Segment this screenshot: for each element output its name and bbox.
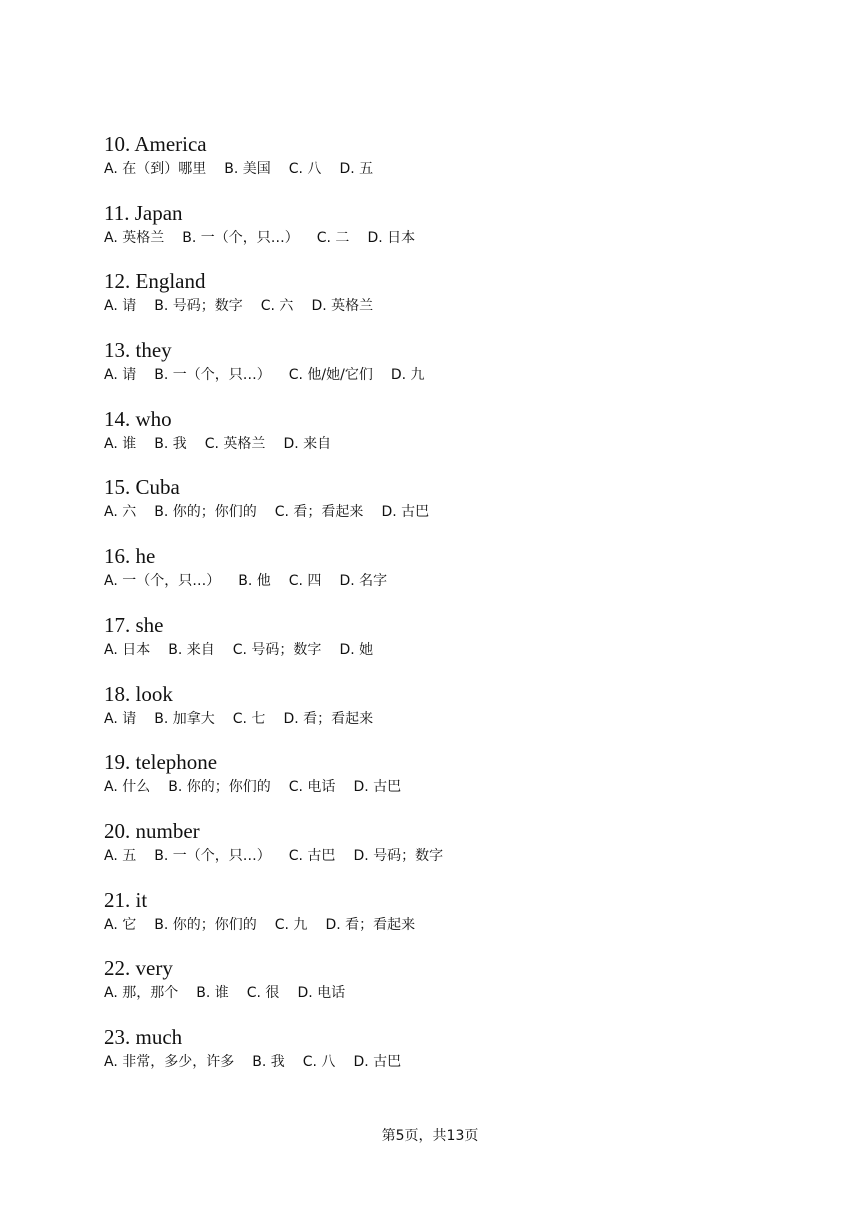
question-word: 12. England	[104, 269, 206, 294]
answer-option: B. 一（个，只…）	[154, 367, 271, 384]
answer-option: C. 他/她/它们	[288, 367, 373, 384]
answer-option: A. 英格兰	[104, 229, 165, 246]
question-item	[104, 474, 804, 543]
question-list	[104, 131, 804, 1093]
question-word: 10. America	[104, 132, 207, 156]
question-word: 18. look	[104, 681, 173, 706]
answer-option: A. 日本	[104, 641, 151, 658]
answer-option: B. 一（个，只…）	[182, 229, 299, 246]
answer-option: B. 我	[252, 1053, 285, 1070]
answer-option: B. 加拿大	[154, 710, 215, 727]
option-row	[104, 845, 804, 867]
answer-option: A. 谁	[104, 435, 137, 452]
question-item	[104, 406, 804, 475]
question-item	[104, 543, 804, 612]
option-row	[104, 1051, 804, 1073]
question-item	[104, 612, 804, 681]
answer-option: A. 请	[104, 298, 137, 315]
option-row	[104, 295, 804, 317]
option-row	[104, 708, 804, 730]
page-footer: 第5页，共13页	[381, 1128, 479, 1144]
answer-option: B. 来自	[168, 641, 215, 658]
answer-option: D. 古巴	[353, 1053, 402, 1070]
answer-option: B. 一（个，只…）	[154, 847, 271, 864]
question-word: 17. she	[104, 612, 164, 637]
question-item	[104, 681, 804, 750]
answer-option: D. 九	[390, 367, 425, 384]
question-item	[104, 200, 804, 269]
question-word: 15. Cuba	[104, 475, 180, 500]
answer-option: D. 英格兰	[311, 298, 374, 315]
answer-option: B. 我	[154, 435, 187, 452]
question-item	[104, 955, 804, 1024]
answer-option: D. 五	[339, 161, 374, 177]
question-item	[104, 1024, 804, 1093]
question-word: 13. they	[104, 338, 172, 363]
option-row	[104, 639, 804, 661]
answer-option: D. 名字	[339, 573, 388, 590]
question-word: 14. who	[104, 406, 172, 431]
question-word: 16. he	[104, 544, 156, 569]
answer-option: D. 古巴	[353, 779, 402, 796]
option-row	[104, 158, 804, 180]
answer-option: A. 在（到）哪里	[104, 161, 207, 177]
question-item	[104, 887, 804, 956]
option-row	[104, 227, 804, 249]
option-row	[104, 776, 804, 798]
question-word: 20. number	[104, 818, 200, 843]
answer-option: C. 英格兰	[204, 435, 266, 452]
answer-option: C. 很	[246, 985, 280, 1002]
answer-option: D. 来自	[283, 435, 332, 452]
answer-option: D. 号码；数字	[353, 847, 444, 864]
answer-option: C. 六	[260, 298, 294, 315]
question-word: 11. Japan	[104, 200, 183, 225]
answer-option: D. 日本	[367, 229, 416, 246]
answer-option: C. 八	[302, 1053, 336, 1070]
answer-option: A. 六	[104, 504, 137, 521]
question-item	[104, 818, 804, 887]
answer-option: C. 二	[316, 229, 350, 246]
answer-option: C. 电话	[288, 779, 336, 796]
answer-option: C. 四	[288, 573, 322, 590]
question-word: 21. it	[104, 887, 148, 912]
question-word: 19. telephone	[104, 750, 218, 775]
answer-option: C. 看；看起来	[274, 504, 364, 521]
answer-option: B. 美国	[224, 161, 271, 177]
answer-option: B. 他	[238, 573, 271, 590]
answer-option: D. 古巴	[381, 504, 430, 521]
option-row	[104, 570, 804, 592]
answer-option: B. 你的；你们的	[154, 916, 257, 933]
answer-option: C. 七	[232, 710, 266, 727]
answer-option: B. 你的；你们的	[154, 504, 257, 521]
question-item	[104, 131, 804, 200]
answer-option: A. 请	[104, 710, 137, 727]
question-item	[104, 268, 804, 337]
question-word: 22. very	[104, 956, 173, 981]
answer-option: D. 看；看起来	[283, 710, 374, 727]
answer-option: A. 什么	[104, 779, 151, 796]
answer-option: C. 八	[288, 161, 322, 177]
option-row	[104, 364, 804, 386]
answer-option: A. 五	[104, 847, 137, 864]
question-item	[104, 749, 804, 818]
option-row	[104, 914, 804, 936]
option-row	[104, 433, 804, 455]
answer-option: D. 看；看起来	[325, 916, 416, 933]
answer-option: A. 一（个，只…）	[104, 573, 221, 590]
answer-option: A. 非常，多少，许多	[104, 1053, 235, 1070]
answer-option: B. 你的；你们的	[168, 779, 271, 796]
answer-option: C. 古巴	[288, 847, 336, 864]
answer-option: A. 请	[104, 367, 137, 384]
answer-option: B. 谁	[196, 985, 229, 1002]
question-item	[104, 337, 804, 406]
answer-option: C. 九	[274, 916, 308, 933]
answer-option: D. 电话	[297, 985, 346, 1002]
answer-option: D. 她	[339, 641, 374, 658]
answer-option: A. 那，那个	[104, 985, 179, 1002]
question-word: 23. much	[104, 1024, 183, 1049]
answer-option: B. 号码；数字	[154, 298, 243, 315]
answer-option: A. 它	[104, 916, 137, 933]
answer-option: C. 号码；数字	[232, 641, 322, 658]
option-row	[104, 501, 804, 523]
option-row	[104, 982, 804, 1004]
